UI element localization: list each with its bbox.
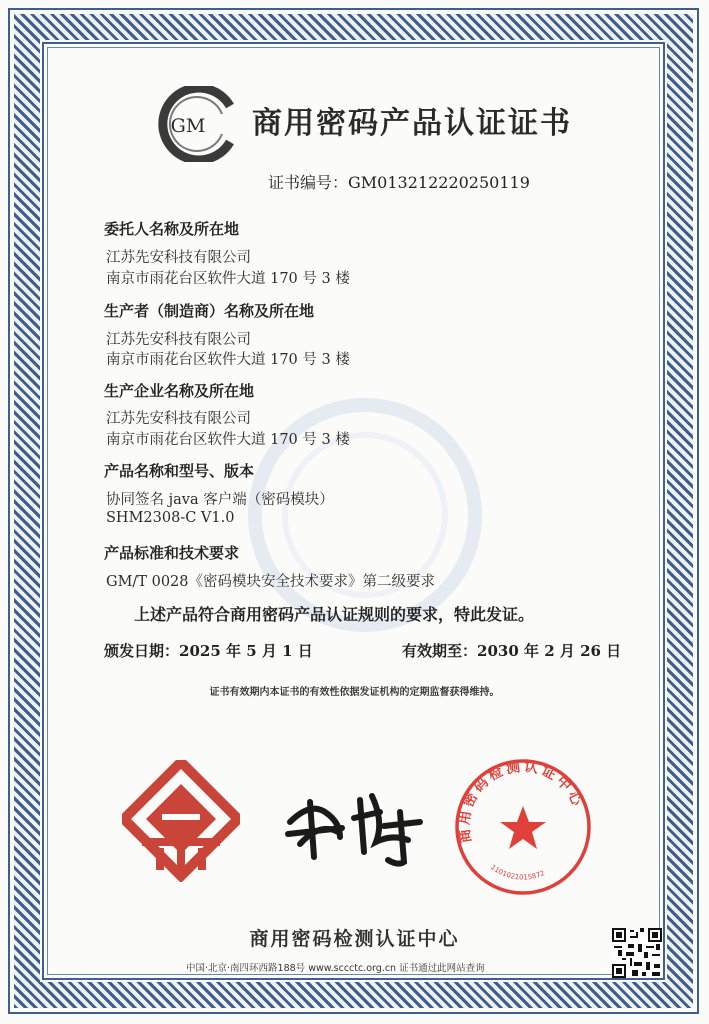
seal-ring-text: 商用密码检测认证中心 (456, 758, 587, 845)
section-heading: 产品标准和技术要求 (104, 544, 240, 562)
section-heading: 生产企业名称及所在地 (104, 382, 255, 400)
gm-logo (148, 86, 240, 162)
section-line: 南京市雨花台区软件大道 170 号 3 楼 (106, 271, 350, 287)
issue-date (104, 640, 313, 661)
issuer-name: 商用密码检测认证中心 (249, 928, 460, 950)
gm-logo-text: GM (170, 115, 206, 137)
section-line: 南京市雨花台区软件大道 170 号 3 楼 (106, 432, 350, 448)
valid-until-label: 有效期至： (402, 642, 478, 660)
validity-note: 证书有效期内本证书的有效性依据发证机构的定期监督获得维持。 (209, 687, 500, 698)
signature-icon (280, 782, 430, 868)
section-line: GM/T 0028《密码模块安全技术要求》第二级要求 (106, 574, 435, 590)
section-line: 江苏先安科技有限公司 (106, 332, 251, 348)
certificate-title: 商用密码产品认证证书 (252, 106, 572, 141)
issue-date-value: 2025 年 5 月 1 日 (179, 642, 313, 660)
section-heading: 委托人名称及所在地 (104, 220, 240, 238)
certificate-number-label: 证书编号： (268, 173, 349, 192)
certificate-number-value: GM013212220250119 (348, 173, 530, 192)
certificate-number (268, 170, 530, 193)
qr-code-icon (612, 928, 662, 978)
issue-date-label: 颁发日期： (104, 642, 180, 660)
valid-until (402, 640, 621, 661)
section-line: 江苏先安科技有限公司 (106, 411, 251, 427)
footer-address: 中国·北京·南四环西路188号 www.sccctc.org.cn 证书通过此网站查询 (186, 963, 485, 974)
official-seal-icon (452, 756, 594, 898)
section-line: 江苏先安科技有限公司 (106, 250, 251, 266)
section-line: 协同签名 java 客户端（密码模块） (106, 492, 334, 508)
section-line: 南京市雨花台区软件大道 170 号 3 楼 (106, 352, 350, 368)
seal-number: 1101021015872 (489, 863, 546, 882)
section-heading: 产品名称和型号、版本 (104, 462, 255, 480)
issuer-emblem-icon (122, 760, 240, 882)
declaration-text: 上述产品符合商用密码产品认证规则的要求，特此发证。 (134, 605, 535, 624)
valid-until-value: 2030 年 2 月 26 日 (477, 642, 622, 660)
section-heading: 生产者（制造商）名称及所在地 (104, 302, 315, 320)
section-line: SHM2308-C V1.0 (106, 510, 235, 526)
